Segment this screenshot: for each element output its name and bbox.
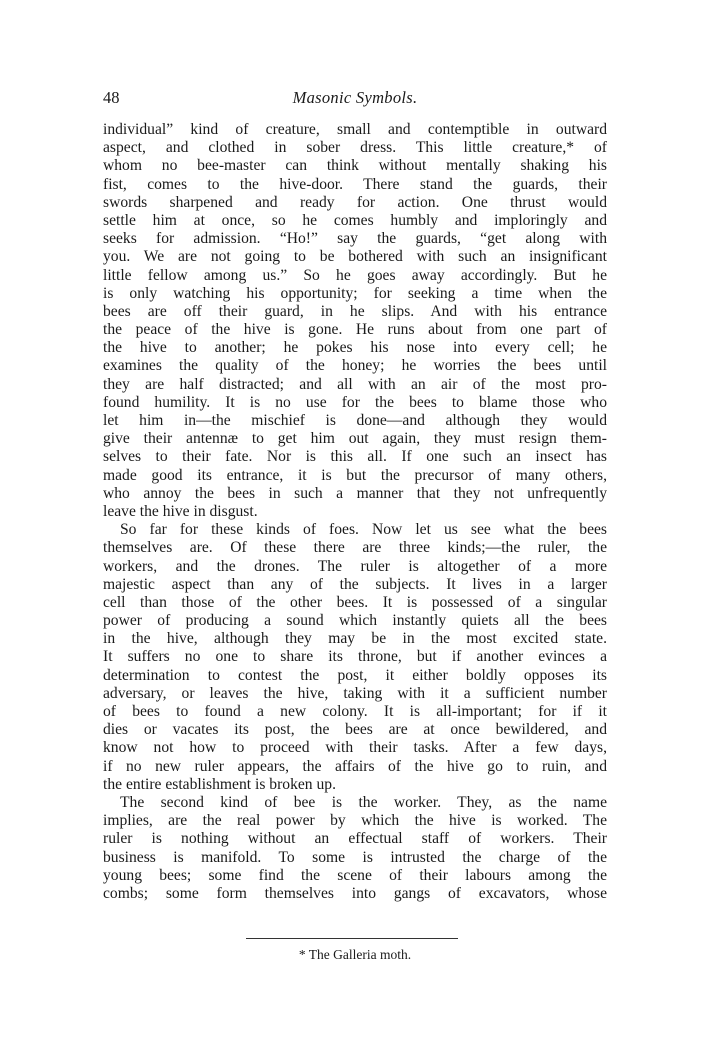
footnote-divider (246, 938, 458, 939)
running-title: Masonic Symbols. (292, 88, 418, 107)
text-line: swords sharpened and ready for action. One thrust would (103, 193, 607, 211)
text-line: little fellow among us.” So he goes away accordingly. But he (103, 266, 607, 284)
text-line: adversary, or leaves the hive, taking with it a sufficient number (103, 684, 607, 702)
text-line: determination to contest the post, it either boldly opposes its (103, 666, 607, 684)
text-line: found humility. It is no use for the bees to blame those who (103, 393, 607, 411)
text-line: you. We are not going to be bothered with such an insignificant (103, 248, 607, 266)
text-line: business is manifold. To some is intrusted the charge of the (103, 848, 607, 866)
body-text (103, 121, 607, 903)
text-line: whom no bee-master can think without mentally shaking his (103, 157, 607, 175)
text-line: ruler is nothing without an effectual staff of workers. Their (103, 830, 607, 848)
text-line: combs; some form themselves into gangs of excavators, whose (103, 884, 607, 902)
running-head (103, 88, 607, 108)
text-line: examines the quality of the honey; he worries the bees until (103, 357, 607, 375)
text-line: bees are off their guard, in he slips. And with his entrance (103, 302, 607, 320)
text-line: the hive to another; he pokes his nose into every cell; he (103, 339, 607, 357)
text-line: of bees to found a new colony. It is all-important; for if it (103, 703, 607, 720)
text-line: settle him at once, so he comes humbly and imploringly and (103, 211, 607, 229)
text-line: It suffers no one to share its throne, but if another evinces a (103, 648, 607, 666)
text-line: dies or vacates its post, the bees are at once bewildered, and (103, 721, 607, 739)
text-line: themselves are. Of these there are three kinds;—the ruler, the (103, 539, 607, 557)
text-line: give their antennæ to get him out again, they must resign them- (103, 430, 607, 448)
text-line: let him in—the mischief is done—and although they would (103, 412, 607, 429)
text-line: the peace of the hive is gone. He runs about from one part of (103, 321, 607, 339)
page-number: 48 (103, 88, 120, 107)
text-line: majestic aspect than any of the subjects. It lives in a larger (103, 575, 607, 593)
text-line: individual” kind of creature, small and contemptible in outward (103, 121, 607, 138)
text-line: implies, are the real power by which the hive is worked. The (103, 812, 607, 830)
text-line: power of producing a sound which instantly quiets all the bees (103, 612, 607, 630)
text-line: made good its entrance, it is but the precursor of many others, (103, 466, 607, 484)
text-line: they are half distracted; and all with an air of the most pro- (103, 375, 607, 393)
text-line: if no new ruler appears, the affairs of the hive go to ruin, and (103, 757, 607, 775)
text-line: young bees; some find the scene of their labours among the (103, 866, 607, 884)
text-line: the entire establishment is broken up. (103, 775, 336, 793)
text-line: The second kind of bee is the worker. They, as the name (120, 793, 607, 811)
text-line: So far for these kinds of foes. Now let us see what the bees (120, 521, 607, 539)
text-line: selves to their fate. Nor is this all. If one such an insect has (103, 448, 607, 466)
text-line: cell than those of the other bees. It is possessed of a singular (103, 593, 607, 611)
text-line: fist, comes to the hive-door. There stand the guards, their (103, 175, 607, 193)
text-line: in the hive, although they may be in the most excited state. (103, 630, 607, 648)
text-line: seeks for admission. “Ho!” say the guards, “get along with (103, 230, 607, 248)
text-line: aspect, and clothed in sober dress. This little creature,* of (103, 139, 607, 157)
text-line: who annoy the bees in such a manner that they not unfrequently (103, 484, 607, 502)
text-line: know not how to proceed with their tasks. After a few days, (103, 739, 607, 757)
footnote: * The Galleria moth. (298, 947, 412, 962)
text-line: is only watching his opportunity; for seeking a time when the (103, 284, 607, 302)
text-line: leave the hive in disgust. (103, 502, 258, 520)
text-line: workers, and the drones. The ruler is altogether of a more (103, 557, 607, 575)
